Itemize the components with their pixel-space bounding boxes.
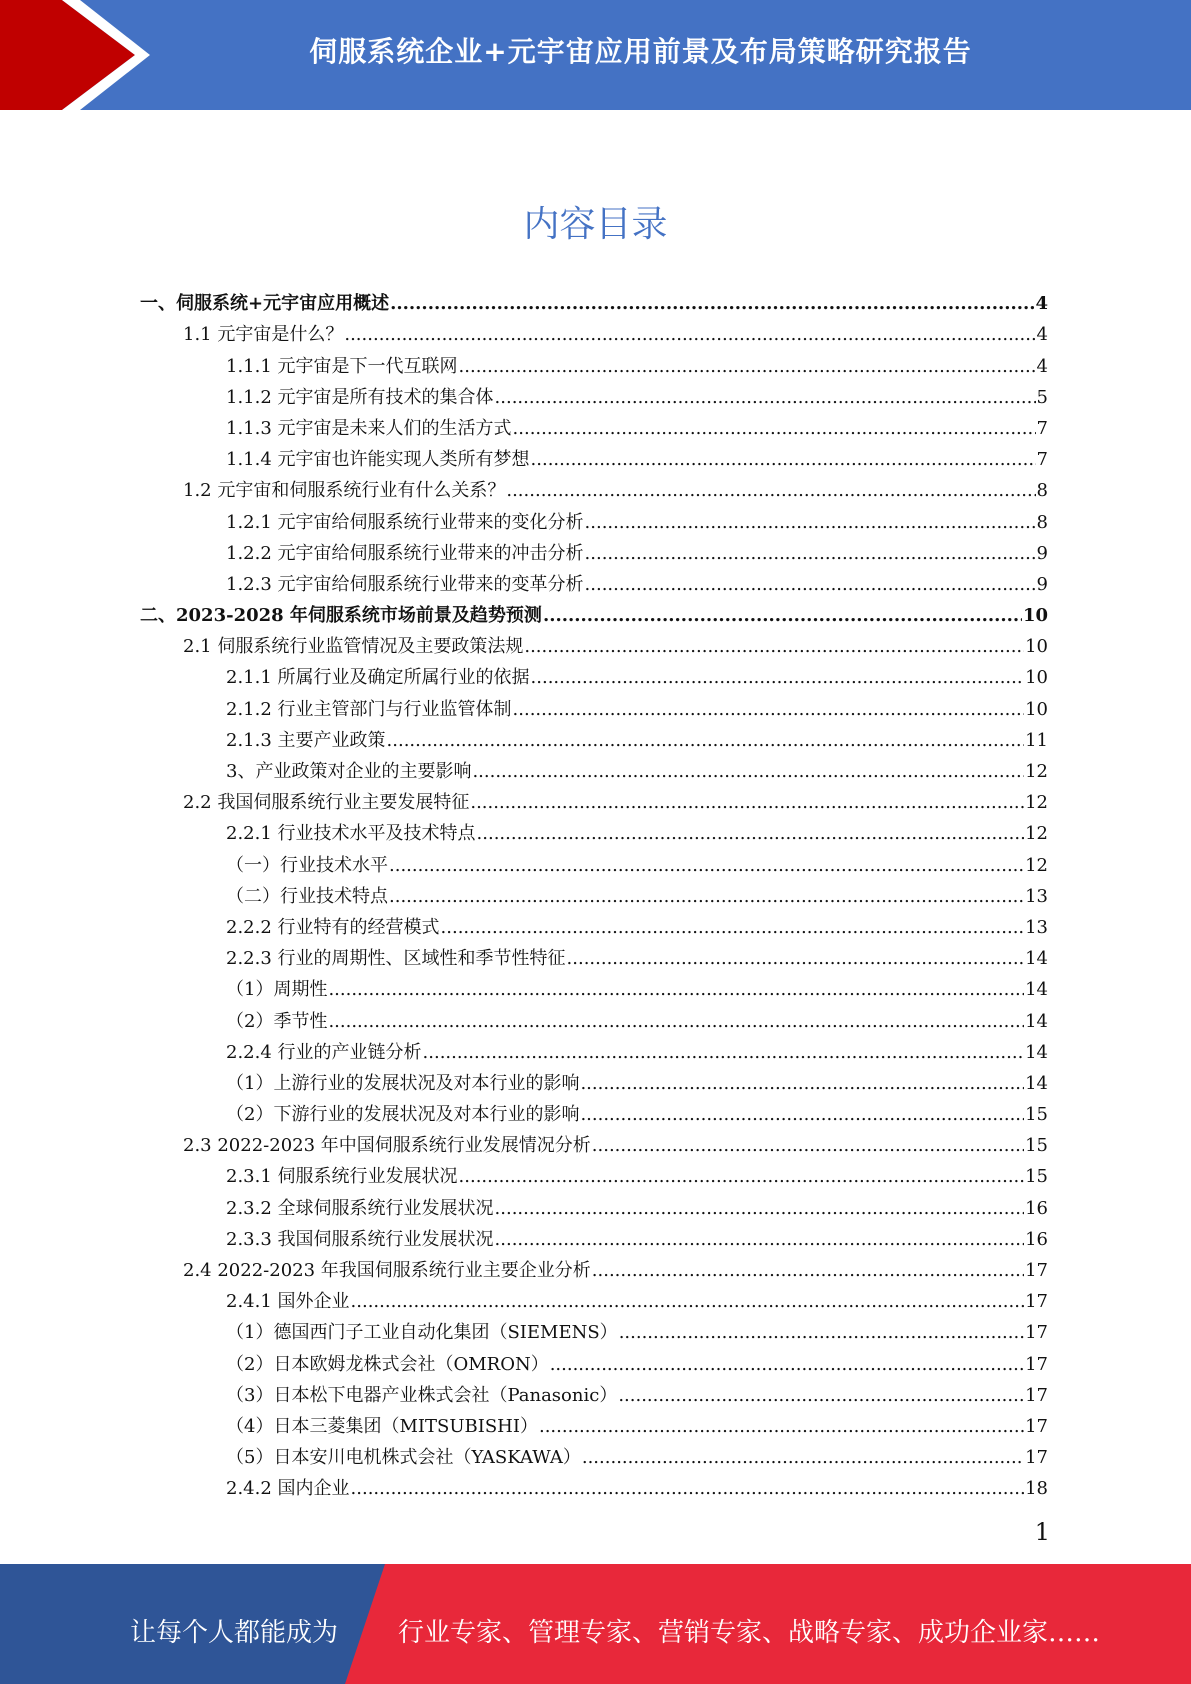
toc-entry-title: （2）季节性 (226, 1010, 328, 1032)
toc-entry-page: 17 (1025, 1384, 1048, 1406)
toc-leader-dots (585, 512, 1036, 534)
toc-entry-title: 2.2.2 行业特有的经营模式 (226, 916, 440, 938)
toc-entry[interactable] (140, 1344, 1048, 1375)
toc-entry-title: 2.4.2 国内企业 (226, 1478, 350, 1500)
header-banner (0, 0, 1191, 110)
toc-entry-page: 14 (1025, 979, 1048, 1001)
toc-entry-title: （二）行业技术特点 (226, 885, 388, 907)
toc-entry-page: 4 (1035, 293, 1048, 315)
toc-entry-title: 2.2.1 行业技术水平及技术特点 (226, 823, 476, 845)
toc-entry-page: 10 (1022, 605, 1048, 627)
toc-entry[interactable] (140, 378, 1048, 409)
toc-entry-title: （5）日本安川电机株式会社（YASKAWA） (226, 1447, 581, 1469)
toc-entry-title: 2.1 伺服系统行业监管情况及主要政策法规 (183, 636, 524, 658)
toc-entry[interactable] (140, 534, 1048, 565)
toc-entry-title: 2.2 我国伺服系统行业主要发展特征 (183, 792, 470, 814)
toc-leader-dots (470, 792, 1024, 814)
toc-leader-dots (328, 1011, 1024, 1033)
toc-leader-dots (619, 1322, 1024, 1344)
toc-entry-title: （一）行业技术水平 (226, 854, 388, 876)
toc-leader-dots (592, 1260, 1024, 1282)
toc-entry[interactable] (140, 596, 1048, 627)
toc-entry-title: 2.1.3 主要产业政策 (226, 729, 386, 751)
toc-leader-dots (524, 636, 1024, 658)
toc-entry-title: 2.3.1 伺服系统行业发展状况 (226, 1166, 458, 1188)
toc-entry[interactable] (140, 814, 1048, 845)
toc-leader-dots (582, 1447, 1024, 1469)
toc-entry[interactable] (140, 440, 1048, 471)
toc-entry-page: 7 (1036, 417, 1048, 439)
toc-entry-page: 10 (1025, 698, 1048, 720)
toc-entry-title: 2.2.4 行业的产业链分析 (226, 1041, 422, 1063)
toc-entry-title: 2.4 2022-2023 年我国伺服系统行业主要企业分析 (183, 1260, 591, 1281)
toc-leader-dots (423, 1042, 1025, 1064)
toc-leader-dots (351, 1478, 1025, 1500)
toc-entry-title: （3）日本松下电器产业株式会社（Panasonic） (226, 1384, 618, 1406)
toc-entry-page: 17 (1025, 1353, 1048, 1375)
toc-entry-title: 二、2023-2028 年伺服系统市场前景及趋势预测 (140, 605, 542, 627)
toc-entry[interactable] (140, 1438, 1048, 1469)
toc-entry-title: （1）周期性 (226, 979, 328, 1001)
toc-entry-page: 12 (1025, 792, 1048, 814)
header-arrow-decoration (0, 0, 150, 110)
toc-entry[interactable] (140, 502, 1048, 533)
toc-entry-title: 1.1.1 元宇宙是下一代互联网 (226, 355, 458, 377)
toc-entry-title: 1.2.2 元宇宙给伺服系统行业带来的冲击分析 (226, 542, 584, 564)
footer-slogan-left: 让每个人都能成为 (130, 1618, 339, 1648)
toc-entry-title: 2.4.1 国外企业 (226, 1291, 350, 1313)
toc-entry-page: 10 (1025, 636, 1048, 658)
toc-entry-page: 17 (1025, 1322, 1048, 1344)
toc-entry-title: 2.1.2 行业主管部门与行业监管体制 (226, 698, 512, 720)
toc-entry-page: 12 (1025, 854, 1048, 876)
toc-entry[interactable] (140, 721, 1048, 752)
toc-leader-dots (344, 324, 1035, 346)
toc-entry-title: 1.1.2 元宇宙是所有技术的集合体 (226, 386, 494, 408)
toc-entry-page: 12 (1025, 761, 1048, 782)
toc-entry-title: 1.2.1 元宇宙给伺服系统行业带来的变化分析 (226, 511, 584, 533)
toc-entry-title: （1）上游行业的发展状况及对本行业的影响 (226, 1072, 580, 1094)
toc-entry-title: 2.3.3 我国伺服系统行业发展状况 (226, 1228, 494, 1250)
toc-entry[interactable] (140, 1220, 1048, 1251)
toc-entry-page: 10 (1025, 667, 1048, 689)
table-of-contents (140, 284, 1048, 1500)
toc-leader-dots (495, 387, 1036, 409)
toc-leader-dots (592, 1135, 1024, 1157)
toc-leader-dots (585, 543, 1036, 565)
toc-entry[interactable] (140, 1064, 1048, 1095)
toc-entry-title: 一、伺服系统+元宇宙应用概述 (140, 293, 390, 315)
toc-entry-page: 14 (1025, 1041, 1048, 1063)
toc-entry[interactable] (140, 346, 1048, 377)
toc-entry-title: 2.2.3 行业的周期性、区域性和季节性特征 (226, 948, 566, 970)
toc-leader-dots (580, 1073, 1024, 1095)
toc-entry[interactable] (140, 970, 1048, 1001)
toc-leader-dots (441, 917, 1025, 939)
toc-entry[interactable] (140, 1157, 1048, 1188)
toc-entry[interactable] (140, 783, 1048, 814)
toc-leader-dots (389, 855, 1024, 877)
toc-leader-dots (531, 667, 1025, 689)
toc-leader-dots (531, 449, 1036, 471)
toc-entry-title: 1.2 元宇宙和伺服系统行业有什么关系？ (183, 480, 506, 502)
toc-entry-page: 15 (1025, 1135, 1048, 1157)
footer-banner (0, 1564, 1191, 1684)
toc-leader-dots (495, 1198, 1025, 1220)
toc-entry[interactable] (140, 1095, 1048, 1126)
toc-entry-title: （2）下游行业的发展状况及对本行业的影响 (226, 1104, 580, 1126)
toc-entry-page: 17 (1025, 1260, 1048, 1281)
toc-entry[interactable] (140, 1407, 1048, 1438)
toc-entry-page: 15 (1025, 1104, 1048, 1126)
toc-entry-page: 16 (1025, 1197, 1048, 1219)
toc-entry-title: （2）日本欧姆龙株式会社（OMRON） (226, 1353, 549, 1375)
toc-entry-page: 8 (1036, 480, 1048, 502)
toc-entry-page: 13 (1025, 885, 1048, 907)
toc-entry-page: 4 (1036, 324, 1048, 346)
toc-entry[interactable] (140, 939, 1048, 970)
toc-entry-title: （1）德国西门子工业自动化集团（SIEMENS） (226, 1322, 618, 1344)
toc-entry-page: 15 (1025, 1166, 1048, 1188)
page-number: 1 (1034, 1518, 1050, 1546)
toc-leader-dots (389, 886, 1024, 908)
toc-leader-dots (513, 699, 1025, 721)
toc-entry-page: 11 (1025, 729, 1048, 751)
toc-leader-dots (580, 1104, 1024, 1126)
toc-entry-page: 7 (1036, 449, 1048, 471)
toc-leader-dots (390, 293, 1034, 315)
toc-entry[interactable] (140, 284, 1048, 315)
toc-leader-dots (328, 979, 1024, 1001)
toc-entry[interactable] (140, 1251, 1048, 1282)
toc-entry-title: 1.1.4 元宇宙也许能实现人类所有梦想 (226, 449, 530, 471)
toc-leader-dots (387, 730, 1025, 752)
toc-entry[interactable] (140, 908, 1048, 939)
toc-leader-dots (567, 948, 1025, 970)
toc-entry[interactable] (140, 877, 1048, 908)
toc-leader-dots (585, 574, 1036, 596)
toc-entry-page: 18 (1025, 1478, 1048, 1500)
toc-entry-page: 14 (1025, 1072, 1048, 1094)
toc-entry[interactable] (140, 689, 1048, 720)
toc-entry-page: 4 (1036, 355, 1048, 377)
toc-entry[interactable] (140, 752, 1048, 783)
toc-entry[interactable] (140, 1001, 1048, 1032)
toc-entry-title: 2.3.2 全球伺服系统行业发展状况 (226, 1197, 494, 1219)
toc-entry-page: 13 (1025, 916, 1048, 938)
toc-entry[interactable] (140, 1126, 1048, 1157)
toc-entry-page: 14 (1025, 948, 1048, 970)
toc-entry[interactable] (140, 315, 1048, 346)
toc-entry-page: 8 (1036, 511, 1048, 533)
toc-entry[interactable] (140, 409, 1048, 440)
toc-entry[interactable] (140, 845, 1048, 876)
toc-leader-dots (472, 761, 1024, 783)
toc-entry-page: 16 (1025, 1228, 1048, 1250)
toc-entry-page: 9 (1036, 542, 1048, 564)
toc-entry[interactable] (140, 565, 1048, 596)
toc-entry-page: 14 (1025, 1010, 1048, 1032)
toc-leader-dots (351, 1291, 1025, 1313)
toc-entry-title: 1.2.3 元宇宙给伺服系统行业带来的变革分析 (226, 573, 584, 595)
toc-entry-title: 3、产业政策对企业的主要影响 (226, 761, 472, 782)
toc-entry[interactable] (140, 1188, 1048, 1219)
footer-slogan-right: 行业专家、管理专家、营销专家、战略专家、成功企业家…… (398, 1618, 1101, 1648)
toc-entry[interactable] (140, 1469, 1048, 1500)
toc-entry[interactable] (140, 1033, 1048, 1064)
toc-leader-dots (513, 418, 1036, 440)
toc-entry-page: 17 (1025, 1415, 1048, 1437)
toc-leader-dots (550, 1354, 1024, 1376)
toc-entry[interactable] (140, 1376, 1048, 1407)
report-title: 伺服系统企业+元宇宙应用前景及布局策略研究报告 (309, 35, 972, 68)
toc-entry[interactable] (140, 471, 1048, 502)
toc-entry-title: （4）日本三菱集团（MITSUBISHI） (226, 1415, 538, 1437)
toc-heading: 内容目录 (523, 204, 668, 245)
toc-entry-title: 2.1.1 所属行业及确定所属行业的依据 (226, 667, 530, 689)
toc-leader-dots (459, 1166, 1025, 1188)
toc-entry-page: 12 (1025, 823, 1048, 845)
toc-entry-page: 17 (1025, 1291, 1048, 1313)
toc-leader-dots (477, 823, 1025, 845)
toc-entry-page: 5 (1036, 386, 1048, 408)
toc-leader-dots (459, 356, 1036, 378)
toc-entry-page: 17 (1025, 1447, 1048, 1469)
toc-entry[interactable] (140, 627, 1048, 658)
toc-entry[interactable] (140, 1313, 1048, 1344)
toc-entry-title: 1.1.3 元宇宙是未来人们的生活方式 (226, 417, 512, 439)
toc-entry-title: 1.1 元宇宙是什么？ (183, 324, 344, 346)
toc-entry-page: 9 (1036, 573, 1048, 595)
toc-leader-dots (506, 480, 1035, 502)
toc-leader-dots (543, 605, 1022, 627)
toc-leader-dots (495, 1229, 1025, 1251)
toc-entry[interactable] (140, 658, 1048, 689)
toc-entry[interactable] (140, 1282, 1048, 1313)
toc-leader-dots (618, 1385, 1024, 1407)
toc-leader-dots (539, 1416, 1024, 1438)
toc-entry-title: 2.3 2022-2023 年中国伺服系统行业发展情况分析 (183, 1135, 591, 1157)
